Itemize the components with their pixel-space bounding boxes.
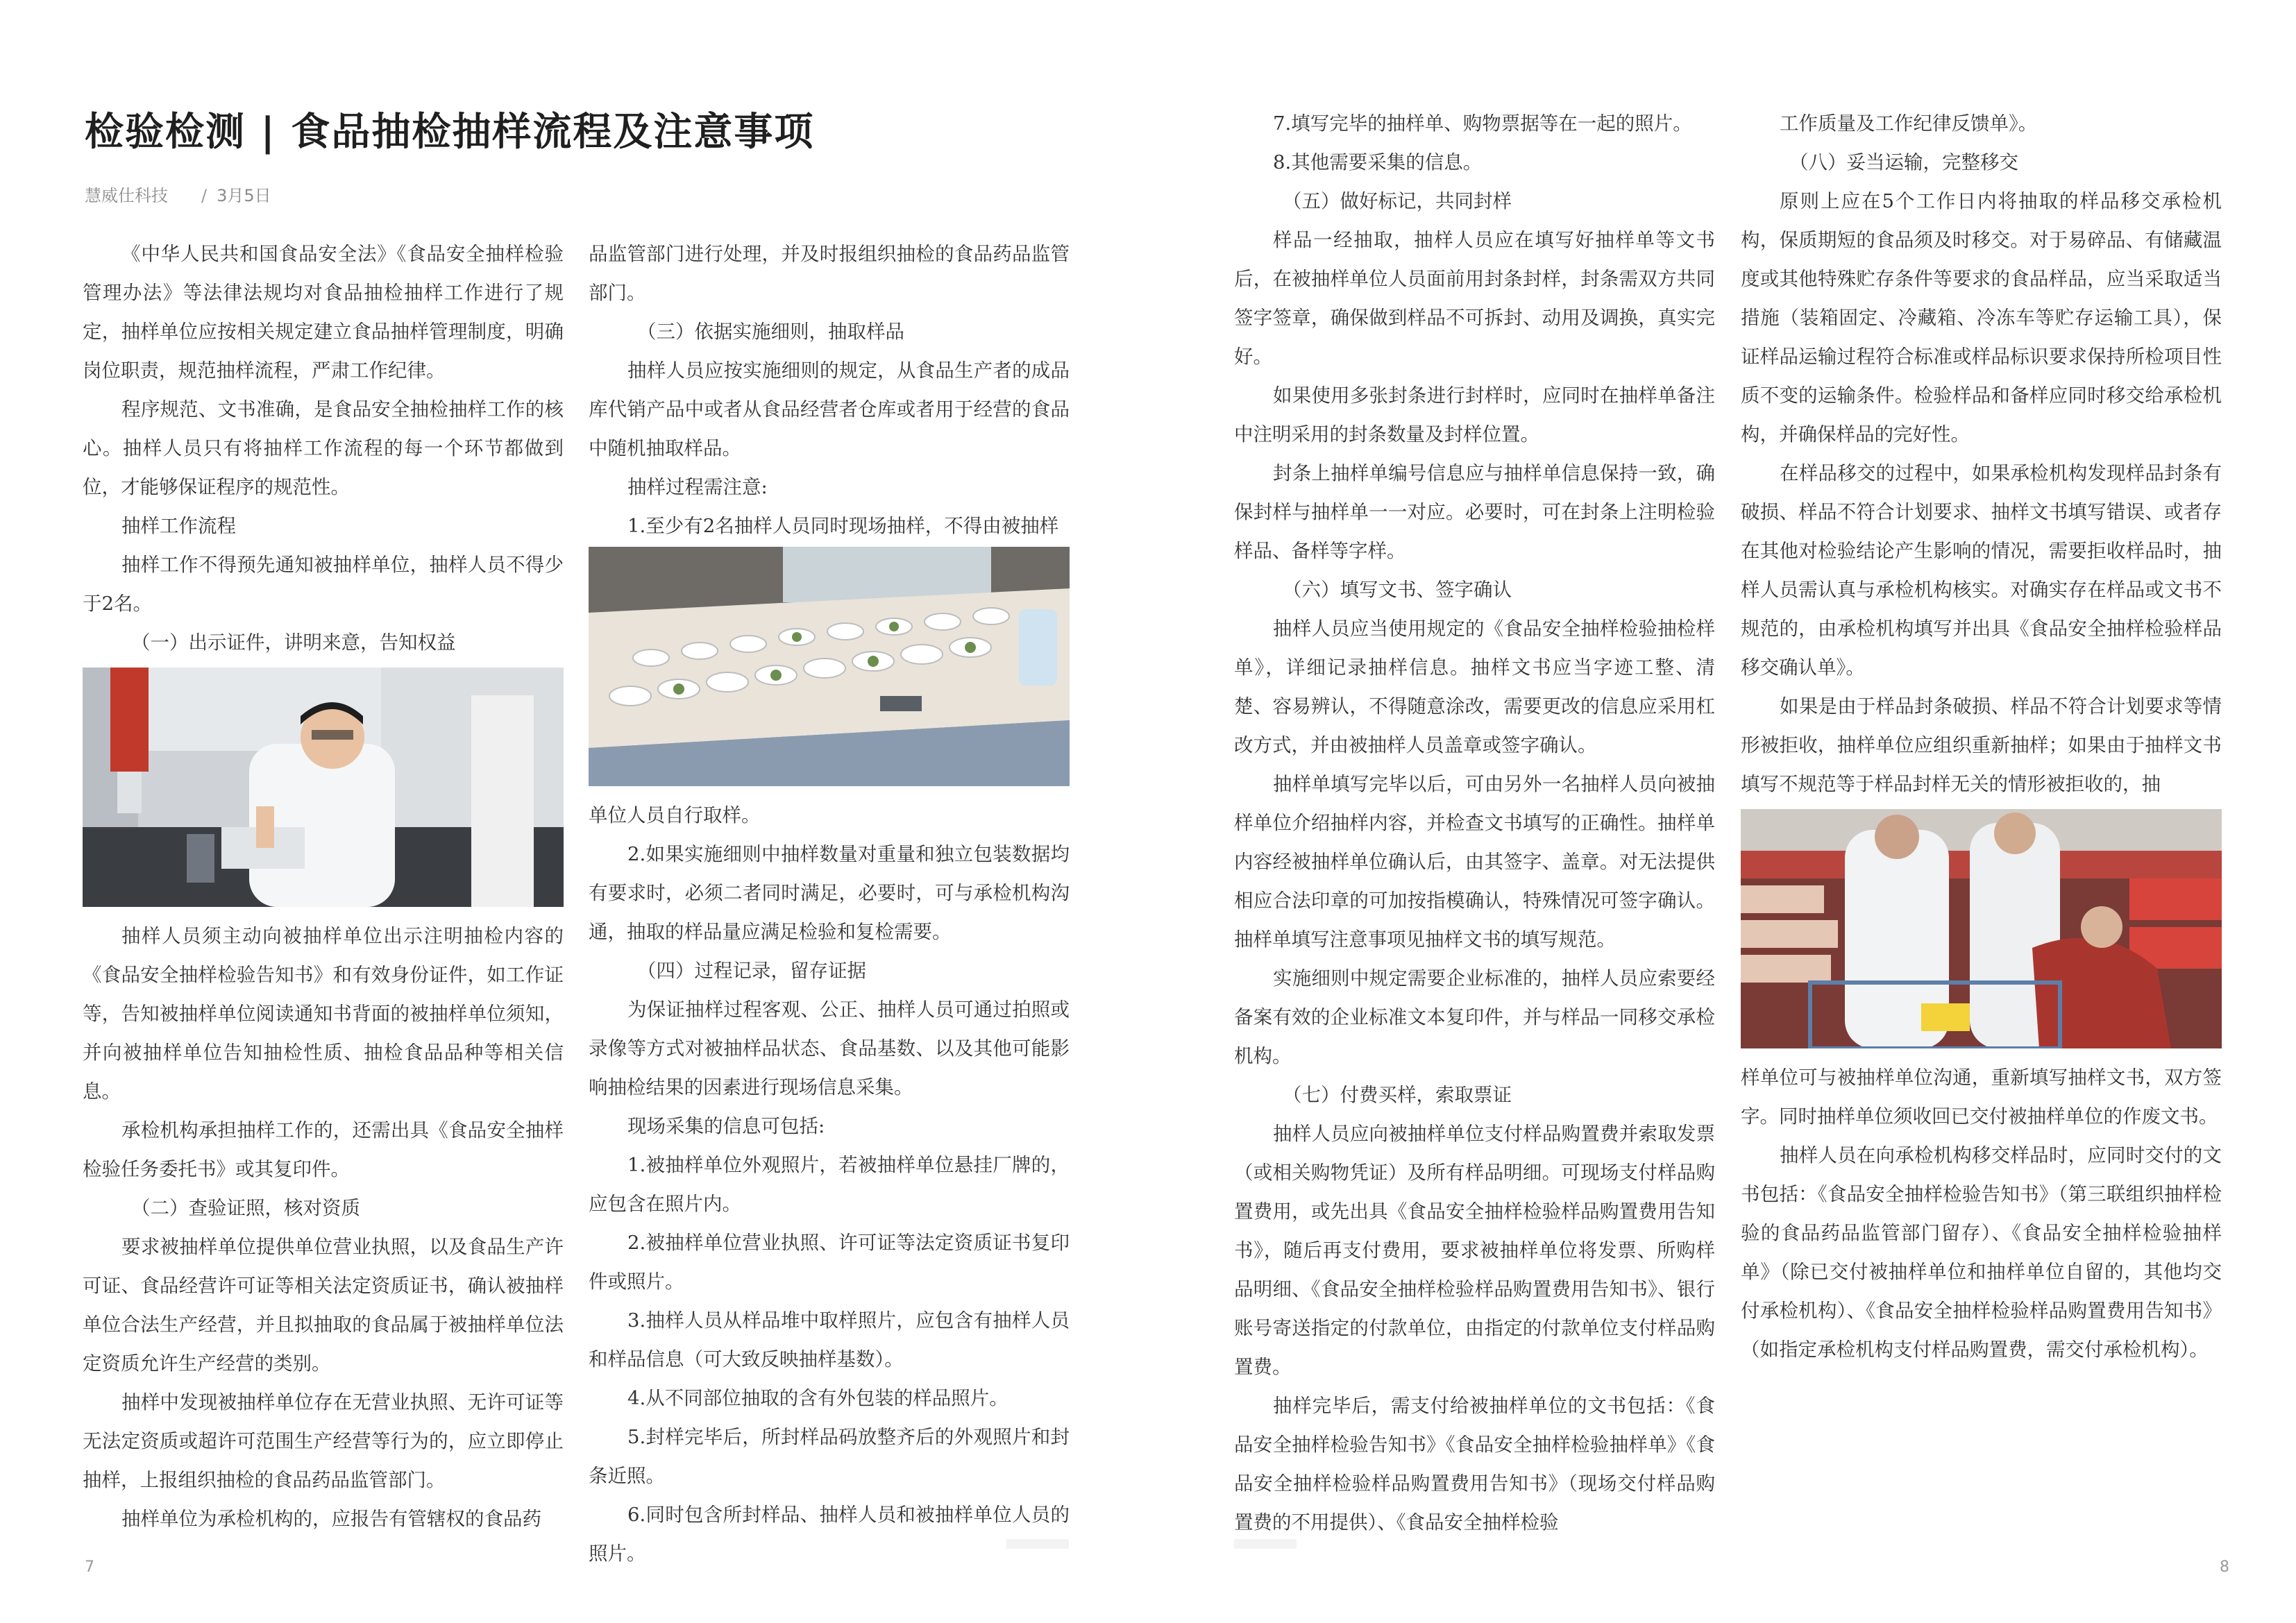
paragraph: 抽样中发现被抽样单位存在无营业执照、无许可证等无法定资质或超许可范围生产经营等行为的，应立即停止抽样，上报组织抽检的食品药品监管部门。 (83, 1391, 564, 1491)
paragraph: 要求被抽样单位提供单位营业执照，以及食品生产许可证、食品经营许可证等相关法定资质证书，确认被抽样单位合法生产经营，并且拟抽取的食品属于被抽样单位法定资质允许生产经营的类别。 (83, 1236, 564, 1375)
paragraph: 封条上抽样单编号信息应与抽样单信息保持一致，确保封样与抽样单一一对应。必要时，可在封条上注明检验样品、备样等字样。 (1234, 462, 1715, 562)
meta-separator: / (201, 186, 208, 205)
paragraph: 在样品移交的过程中，如果承检机构发现样品封条有破损、样品不符合计划要求、抽样文书填写错误、或者存在其他对检验结论产生影响的情况，需要拒收样品时，抽样人员需认真与承检机构核实。对确实存在样品或文书不规范的，由承检机构填写并出具《食品安全抽样检验样品移交确认单》。 (1741, 462, 2222, 679)
publish-date: 3月5日 (217, 186, 271, 205)
section-heading: （一）出示证件，讲明来意，告知权益 (131, 631, 456, 654)
paragraph: 程序规范、文书准确，是食品安全抽检抽样工作的核心。抽样人员只有将抽样工作流程的每一个环节都做到位，才能够保证程序的规范性。 (83, 398, 564, 498)
column-2 (589, 235, 1070, 1573)
paragraph: 4.从不同部位抽取的含有外包装的样品照片。 (627, 1387, 1008, 1409)
page-number-left: 7 (85, 1558, 94, 1576)
paragraph: 抽样单位为承检机构的，应报告有管辖权的食品药 (121, 1508, 541, 1530)
section-heading: （八）妥当运输，完整移交 (1789, 151, 2018, 173)
market-photo (1741, 809, 2222, 1048)
lab-photo-image (83, 668, 564, 907)
paragraph: 抽样人员须主动向被抽样单位出示注明抽检内容的《食品安全抽样检验告知书》和有效身份证件，如工作证等，告知被抽样单位阅读通知书背面的被抽样单位须知，并向被抽样单位告知抽检性质、抽检食品品种等相关信息。 (83, 925, 564, 1103)
paragraph: 3.抽样人员从样品堆中取样照片，应包含有抽样人员和样品信息（可大致反映抽样基数）。 (589, 1309, 1070, 1370)
article-title: 检验检测 | 食品抽检抽样流程及注意事项 (85, 109, 815, 155)
author-name[interactable]: 慧威仕科技 (85, 186, 168, 205)
paragraph: 承检机构承担抽样工作的，还需出具《食品安全抽样检验任务委托书》或其复印件。 (83, 1119, 564, 1180)
section-heading: （五）做好标记，共同封样 (1283, 190, 1512, 212)
paragraph: 品监管部门进行处理，并及时报组织抽检的食品药品监管部门。 (589, 243, 1070, 304)
paragraph: 《中华人民共和国食品安全法》《食品安全抽样检验管理办法》等法律法规均对食品抽检抽样工作进行了规定，抽样单位应按相关规定建立食品抽样管理制度，明确岗位职责，规范抽样流程，严肃工作纪律。 (83, 243, 564, 382)
paragraph: 抽样单填写完毕以后，可由另外一名抽样人员向被抽样单位介绍抽样内容，并检查文书填写的正确性。抽样单内容经被抽样单位确认后，由其签字、盖章。对无法提供相应合法印章的可加按指模确认，特殊情况可签字确认。抽样单填写注意事项见抽样文书的填写规范。 (1234, 773, 1715, 951)
paragraph: 8.其他需要采集的信息。 (1273, 151, 1483, 173)
paragraph: 抽样人员应按实施细则的规定，从食品生产者的成品库代销产品中或者从食品经营者仓库或者用于经营的食品中随机抽取样品。 (589, 359, 1070, 459)
column-1 (83, 235, 564, 1538)
paragraph: 抽样人员应当使用规定的《食品安全抽样检验抽检样单》，详细记录抽样信息。抽样文书应当字迹工整、清楚、容易辨认，不得随意涂改，需要更改的信息应采用杠改方式，并由被抽样人员盖章或签字确认。 (1234, 618, 1715, 756)
paragraph: 现场采集的信息可包括: (627, 1115, 825, 1137)
lab-photo (83, 668, 564, 907)
paragraph: 为保证抽样过程客观、公正、抽样人员可通过拍照或录像等方式对被抽样品状态、食品基数、以及其他可能影响抽检结果的因素进行现场信息采集。 (589, 999, 1070, 1098)
paragraph: 如果是由于样品封条破损、样品不符合计划要求等情形被拒收，抽样单位应组织重新抽样；如果由于抽样文书填写不规范等于样品封样无关的情形被拒收的，抽 (1741, 695, 2222, 795)
paragraph: 2.如果实施细则中抽样数量对重量和独立包装数据均有要求时，必须二者同时满足，必要时，可与承检机构沟通，抽取的样品量应满足检验和复检需要。 (589, 843, 1070, 943)
paragraph: 实施细则中规定需要企业标准的，抽样人员应索要经备案有效的企业标准文本复印件，并与样品一同移交承检机构。 (1234, 967, 1715, 1067)
paragraph: 2.被抽样单位营业执照、许可证等法定资质证书复印件或照片。 (589, 1232, 1070, 1293)
market-photo-image (1741, 809, 2222, 1048)
section-heading: （二）查验证照，核对资质 (131, 1197, 360, 1219)
paragraph: 6.同时包含所封样品、抽样人员和被抽样单位人员的照片。 (589, 1504, 1070, 1565)
section-heading: （四）过程记录，留存证据 (637, 960, 866, 982)
fade-mark (1234, 1539, 1297, 1549)
section-heading: （七）付费买样，索取票证 (1283, 1084, 1512, 1106)
paragraph: 抽样工作流程 (121, 515, 236, 537)
paragraph: 单位人员自行取样。 (589, 804, 761, 826)
paragraph: 1.被抽样单位外观照片，若被抽样单位悬挂厂牌的，应包含在照片内。 (589, 1154, 1070, 1215)
column-4 (1741, 104, 2222, 1369)
paragraph: 抽样人员在向承检机构移交样品时，应同时交付的文书包括：《食品安全抽样检验告知书》（第三联组织抽样检验的食品药品监管部门留存）、《食品安全抽样检验抽样单》（除已交付被抽样单位和抽样单位自留的，其他均交付承检机构）、《食品安全抽样检验样品购置费用告知书》（如指定承检机构支付样品购置费，需交付承检机构）。 (1741, 1144, 2222, 1361)
fade-mark (1006, 1539, 1069, 1549)
paragraph: 1.至少有2名抽样人员同时现场抽样，不得由被抽样 (627, 515, 1059, 537)
page-number-right: 8 (2220, 1558, 2229, 1576)
paragraph: 样单位可与被抽样单位沟通，重新填写抽样文书，双方签字。同时抽样单位须收回已交付被抽样单位的作废文书。 (1741, 1067, 2222, 1128)
paragraph: 5.封样完毕后，所封样品码放整齐后的外观照片和封条近照。 (589, 1426, 1070, 1487)
paragraph: 7.填写完毕的抽样单、购物票据等在一起的照片。 (1273, 112, 1692, 135)
paragraph: 如果使用多张封条进行封样时，应同时在抽样单备注中注明采用的封条数量及封样位置。 (1234, 384, 1715, 445)
paragraph: 样品一经抽取，抽样人员应在填写好抽样单等文书后，在被抽样单位人员面前用封条封样，封条需双方共同签字签章，确保做到样品不可拆封、动用及调换，真实完好。 (1234, 229, 1715, 368)
right-page (1148, 0, 2296, 1623)
paragraph: 抽样过程需注意: (627, 476, 768, 498)
article-meta (85, 182, 271, 206)
section-heading: （三）依据实施细则，抽取样品 (637, 321, 904, 343)
paragraph: 抽样工作不得预先通知被抽样单位，抽样人员不得少于2名。 (83, 554, 564, 615)
paragraph: 抽样人员应向被抽样单位支付样品购置费并索取发票（或相关购物凭证）及所有样品明细。可现场支付样品购置费用，或先出具《食品安全抽样检验样品购置费用告知书》，随后再支付费用，要求被抽样单位将发票、所购样品明细、《食品安全抽样检验样品购置费用告知书》、银行账号寄送指定的付款单位，由指定的付款单位支付样品购置费。 (1234, 1123, 1715, 1378)
paragraph: 抽样完毕后，需支付给被抽样单位的文书包括：《食品安全抽样检验告知书》《食品安全抽样检验抽样单》《食品安全抽样检验样品购置费用告知书》（现场交付样品购置费的不用提供）、《食品安全抽样检验 (1234, 1395, 1715, 1533)
samples-photo (589, 547, 1070, 786)
column-3 (1234, 104, 1715, 1542)
samples-photo-image (589, 547, 1070, 786)
paragraph: 原则上应在5个工作日内将抽取的样品移交承检机构，保质期短的食品须及时移交。对于易碎品、有储藏温度或其他特殊贮存条件等要求的食品样品，应当采取适当措施（装箱固定、冷藏箱、冷冻车等贮存运输工具），保证样品运输过程符合标准或样品标识要求保持所检项目性质不变的运输条件。检验样品和备样应同时移交给承检机构，并确保样品的完好性。 (1741, 190, 2222, 445)
paragraph: 工作质量及工作纪律反馈单》。 (1780, 112, 2038, 135)
section-heading: （六）填写文书、签字确认 (1283, 579, 1512, 601)
